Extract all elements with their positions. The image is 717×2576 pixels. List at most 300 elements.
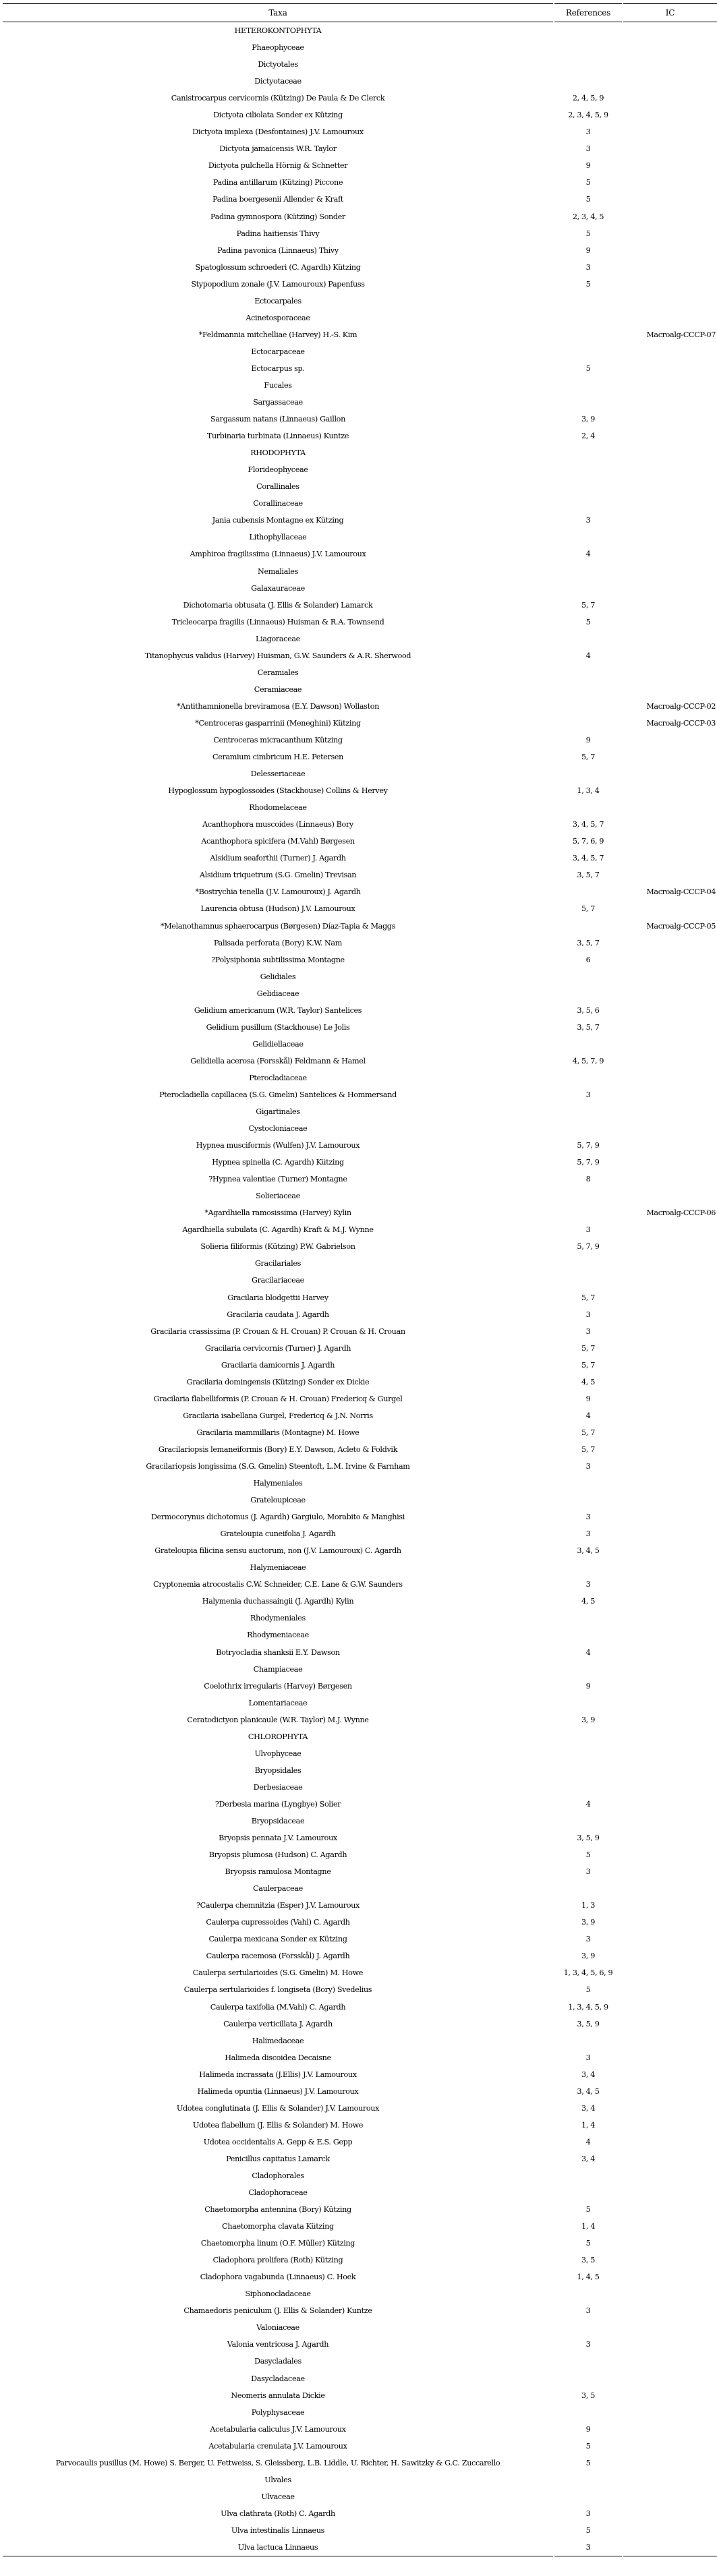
- taxon-cell: Udotea occidentalis A. Gepp & E.S. Gepp: [203, 2137, 353, 2146]
- taxon-cell: Halymeniaceae: [250, 1563, 306, 1573]
- taxon-cell: Caulerpa taxifolia (M.Vahl) C. Agardh: [210, 2002, 346, 2012]
- references-cell: 5: [585, 279, 591, 289]
- ic-cell: [623, 1019, 717, 1036]
- taxon-cell: Ulva lactuca Linnaeus: [3, 2539, 553, 2556]
- ic-cell: [623, 1948, 717, 1964]
- references-cell: [554, 580, 622, 597]
- references-cell: 3: [585, 2509, 591, 2518]
- table-row: [3, 1627, 717, 1643]
- ic-cell: [623, 647, 717, 664]
- references-cell: 9: [585, 245, 591, 255]
- table-row: [3, 1711, 717, 1728]
- taxon-cell: Gigartinales: [256, 1107, 300, 1117]
- taxon-cell: Ulvales: [264, 2475, 291, 2484]
- taxon-cell: Ulvophyceae: [254, 1749, 302, 1758]
- taxon-cell: Corallinaceae: [253, 499, 303, 508]
- table-row: [3, 2016, 717, 2032]
- ic-cell: [623, 2252, 717, 2268]
- ic-cell: [623, 242, 717, 259]
- table-row: [3, 1644, 717, 1661]
- references-cell: [554, 631, 622, 647]
- references-cell: 3, 9: [581, 1952, 595, 1961]
- references-cell: 5: [585, 1850, 591, 1860]
- table-row: [3, 107, 717, 123]
- taxon-cell: Gracilaria isabellana Gurgel, Fredericq & J.N. Norris: [183, 1411, 373, 1420]
- references-cell: [554, 1728, 622, 1745]
- taxon-cell: Cryptonemia atrocostalis C.W. Schneider, C.E. Lane & G.W. Saunders: [153, 1580, 403, 1589]
- references-cell: [554, 1779, 622, 1796]
- taxon-cell: Hypoglossum hypoglossoides (Stackhouse) Collins & Hervey: [168, 786, 388, 796]
- references-cell: 9: [585, 161, 591, 171]
- ic-cell: [623, 428, 717, 444]
- table-row: [3, 2235, 717, 2252]
- table-row: [3, 2404, 717, 2421]
- references-cell: [554, 2167, 622, 2184]
- ic-cell: [623, 310, 717, 326]
- ic-cell: [623, 377, 717, 394]
- taxon-cell: Gracilaria cervicornis (Turner) J. Agardh: [204, 1343, 351, 1353]
- taxon-cell: Gracilaria flabelliformis (P. Crouan & H. Crouan) Fredericq & Gurgel: [153, 1394, 403, 1403]
- table-row: [3, 2302, 717, 2319]
- ic-cell: [623, 1998, 717, 2015]
- taxon-cell: Gracilaria domingensis (Kützing) Sonder ex Dickie: [186, 1377, 370, 1386]
- header-taxa: Taxa: [3, 3, 553, 22]
- ic-cell: [623, 1695, 717, 1711]
- ic-cell: [623, 1070, 717, 1086]
- references-cell: [554, 56, 622, 73]
- table-row: [3, 1188, 717, 1204]
- ic-cell: [623, 2184, 717, 2201]
- table-row: [3, 2167, 717, 2184]
- taxon-cell: Dichotomaria obtusata (J. Ellis & Solander) Lamarck: [183, 600, 373, 610]
- ic-cell: [623, 1036, 717, 1053]
- table-row: [3, 2336, 717, 2353]
- ic-cell: [623, 732, 717, 749]
- table-row: [3, 2049, 717, 2066]
- ic-cell: [623, 1745, 717, 1762]
- table-body: [3, 22, 717, 2556]
- references-cell: 5, 7: [581, 1293, 595, 1302]
- ic-cell: [623, 1171, 717, 1188]
- references-cell: 3, 5, 9: [577, 1834, 600, 1843]
- taxon-cell: Dasycladales: [254, 2357, 302, 2366]
- references-cell: 3, 9: [581, 1918, 595, 1927]
- ic-cell: [623, 394, 717, 411]
- references-cell: [554, 444, 622, 461]
- references-cell: [554, 698, 622, 715]
- taxon-cell: Corallinales: [256, 482, 299, 492]
- ic-cell: [623, 782, 717, 799]
- taxon-cell: CHLOROPHYTA: [248, 1732, 308, 1741]
- references-cell: 3, 4: [581, 2154, 595, 2163]
- taxon-cell: Padina boergesenii Allender & Kraft: [212, 195, 343, 204]
- ic-cell: [623, 1542, 717, 1559]
- references-cell: 1, 4, 5: [577, 2273, 600, 2282]
- references-cell: 3, 4, 5: [577, 2086, 600, 2096]
- ic-cell: [623, 2539, 717, 2556]
- references-cell: 6: [585, 955, 591, 964]
- ic-cell: [623, 563, 717, 580]
- ic-cell: [623, 1711, 717, 1728]
- references-cell: 4: [585, 1799, 591, 1809]
- ic-cell: Macroalg-CCCP-03: [646, 718, 716, 728]
- table-row: [3, 1661, 717, 1678]
- taxon-cell: Padina antillarum (Kützing) Piccone: [212, 178, 343, 187]
- references-cell: [554, 799, 622, 816]
- table-row: [3, 293, 717, 310]
- references-cell: [554, 2285, 622, 2302]
- table-row: [3, 1559, 717, 1576]
- ic-cell: [623, 765, 717, 782]
- taxon-cell: Cystocloniaceae: [248, 1124, 308, 1134]
- ic-cell: [623, 529, 717, 546]
- ic-cell: [623, 1374, 717, 1391]
- references-cell: 2, 3, 4, 5: [572, 212, 604, 221]
- references-cell: 4, 5: [581, 1597, 595, 1606]
- taxon-cell: Gracilariales: [254, 1259, 302, 1268]
- ic-cell: [623, 191, 717, 208]
- table-row: [3, 377, 717, 394]
- references-cell: 3: [585, 1867, 591, 1877]
- taxon-cell: *Agardhiella ramosissima (Harvey) Kylin: [204, 1208, 351, 1218]
- table-row: [3, 2252, 717, 2268]
- ic-cell: [623, 1154, 717, 1171]
- table-row: [3, 1120, 717, 1137]
- ic-cell: [623, 22, 717, 39]
- ic-cell: Macroalg-CCCP-05: [646, 921, 716, 931]
- references-cell: [554, 1204, 622, 1221]
- table-row: [3, 935, 717, 952]
- taxon-cell: Ceramiales: [257, 668, 299, 677]
- references-cell: [554, 2319, 622, 2336]
- references-cell: 3: [585, 1529, 591, 1539]
- ic-cell: [623, 952, 717, 968]
- table-row: [3, 900, 717, 917]
- taxon-cell: Siphonocladaceae: [245, 2289, 311, 2299]
- table-row: [3, 191, 717, 208]
- references-cell: [554, 1695, 622, 1711]
- taxon-cell: Hypnea spinella (C. Agardh) Kützing: [212, 1158, 344, 1167]
- taxon-cell: Padina pavonica (Linnaeus) Thivy: [217, 245, 339, 255]
- table-row: [3, 22, 717, 39]
- references-cell: 5: [585, 363, 591, 373]
- ic-cell: [623, 123, 717, 140]
- taxon-cell: *Melanothamnus sphaerocarpus (Børgesen) Díaz-Tapia & Maggs: [160, 921, 396, 931]
- table-row: [3, 1981, 717, 1998]
- table-row: [3, 614, 717, 631]
- taxon-cell: Derbesiaceae: [253, 1782, 303, 1792]
- references-cell: [554, 917, 622, 934]
- references-cell: 3, 9: [581, 415, 595, 424]
- references-cell: [554, 985, 622, 1002]
- references-cell: 3: [585, 1580, 591, 1589]
- taxon-cell: Caulerpa sertularioides f. longiseta (Bory) Svedelius: [183, 1985, 372, 1995]
- ic-cell: [623, 1779, 717, 1796]
- taxon-cell: Ectocarpus sp.: [251, 363, 305, 373]
- table-row: [3, 732, 717, 749]
- references-cell: [554, 1813, 622, 1829]
- references-cell: 3, 4: [581, 2103, 595, 2113]
- references-cell: 3: [585, 2053, 591, 2062]
- ic-cell: [623, 157, 717, 174]
- ic-cell: [623, 1931, 717, 1948]
- references-cell: 5: [585, 2239, 591, 2248]
- table-row: [3, 1914, 717, 1931]
- references-cell: 3: [554, 2539, 622, 2556]
- taxon-cell: Amphiroa fragilissima (Linnaeus) J.V. Lamouroux: [190, 550, 366, 559]
- references-cell: 5: [585, 229, 591, 238]
- ic-cell: [623, 1627, 717, 1643]
- taxon-cell: Dictyota pulchella Hörnig & Schnetter: [208, 161, 348, 171]
- table-row: [3, 1391, 717, 1407]
- references-cell: [554, 715, 622, 732]
- ic-cell: [623, 2488, 717, 2505]
- ic-cell: [623, 2049, 717, 2066]
- taxon-cell: ?Caulerpa chemnitzia (Esper) J.V. Lamouroux: [196, 1901, 360, 1910]
- references-cell: 3, 5, 7: [577, 1022, 600, 1032]
- references-cell: [554, 343, 622, 360]
- taxon-cell: Champiaceae: [253, 1664, 303, 1674]
- table-row: [3, 2471, 717, 2488]
- table-row: [3, 174, 717, 191]
- ic-cell: [623, 1103, 717, 1120]
- taxon-cell: Chamaedoris peniculum (J. Ellis & Solander) Kuntze: [183, 2306, 372, 2316]
- references-cell: 3: [585, 127, 591, 137]
- table-row: [3, 2117, 717, 2134]
- table-row: [3, 1019, 717, 1036]
- table-row: [3, 1374, 717, 1391]
- references-cell: 1, 3, 4, 5, 6, 9: [563, 1968, 613, 1978]
- references-cell: 5, 7: [581, 904, 595, 914]
- ic-cell: [623, 1238, 717, 1255]
- ic-cell: [623, 360, 717, 377]
- references-cell: [554, 394, 622, 411]
- references-cell: 9: [585, 2424, 591, 2434]
- table-row: [3, 529, 717, 546]
- ic-cell: [623, 1813, 717, 1829]
- references-cell: 5: [585, 195, 591, 204]
- taxon-cell: Cladophorales: [252, 2171, 304, 2180]
- table-row: [3, 73, 717, 90]
- references-cell: [554, 1036, 622, 1053]
- ic-cell: [623, 1897, 717, 1914]
- references-cell: [554, 1120, 622, 1137]
- references-cell: 5: [585, 2441, 591, 2451]
- taxon-cell: Caulerpa racemosa (Forsskål) J. Agardh: [206, 1952, 350, 1961]
- references-cell: 3, 5, 7: [577, 938, 600, 947]
- taxa-table: [1, 3, 717, 2556]
- table-row: [3, 2218, 717, 2235]
- taxon-cell: Valoniaceae: [256, 2323, 299, 2333]
- table-row: [3, 1745, 717, 1762]
- taxon-cell: Halymenia duchassaingii (J. Agardh) Kylin: [202, 1597, 354, 1606]
- table-header: [3, 3, 717, 22]
- table-row: [3, 1002, 717, 1019]
- ic-cell: [623, 1610, 717, 1627]
- table-row: [3, 2032, 717, 2049]
- ic-cell: [623, 1424, 717, 1441]
- references-cell: [554, 1188, 622, 1204]
- taxon-cell: Hypnea musciformis (Wulfen) J.V. Lamouroux: [196, 1141, 360, 1150]
- taxon-cell: Gelidium pusillum (Stackhouse) Le Jolis: [206, 1022, 350, 1032]
- taxon-cell: Gelidiaceae: [256, 989, 299, 998]
- ic-cell: [623, 799, 717, 816]
- table-row: [3, 1070, 717, 1086]
- references-cell: [554, 478, 622, 495]
- ic-cell: [623, 2404, 717, 2421]
- ic-cell: [623, 1509, 717, 1525]
- table-row: [3, 1863, 717, 1880]
- ic-cell: [623, 2387, 717, 2404]
- table-row: [3, 1171, 717, 1188]
- table-row: [3, 765, 717, 782]
- ic-cell: [623, 2235, 717, 2252]
- ic-cell: [623, 1863, 717, 1880]
- ic-cell: [623, 1255, 717, 1272]
- ic-cell: [623, 2471, 717, 2488]
- ic-cell: Macroalg-CCCP-04: [646, 887, 716, 897]
- table-row: [3, 461, 717, 478]
- references-cell: 1, 3: [581, 1901, 595, 1910]
- table-row: [3, 1779, 717, 1796]
- taxon-cell: Rhodymeniaceae: [247, 1631, 309, 1640]
- taxon-cell: ?Polysiphonia subtilissima Montagne: [211, 955, 345, 964]
- table-row: [3, 1407, 717, 1424]
- references-cell: 3: [585, 1935, 591, 1944]
- taxon-cell: Gelidiella acerosa (Forsskål) Feldmann & Hamel: [190, 1056, 366, 1065]
- table-row: [3, 1306, 717, 1323]
- references-cell: [554, 1745, 622, 1762]
- taxon-cell: Bryopsis pennata J.V. Lamouroux: [219, 1834, 337, 1843]
- taxon-cell: Neomeris annulata Dickie: [231, 2391, 325, 2400]
- ic-cell: [623, 259, 717, 276]
- ic-cell: [623, 478, 717, 495]
- taxon-cell: Caulerpa cupressoides (Vahl) C. Agardh: [206, 1918, 350, 1927]
- references-cell: 3, 4, 5, 7: [572, 820, 604, 829]
- taxon-cell: Ceramium cimbricum H.E. Petersen: [212, 753, 343, 762]
- ic-cell: [623, 1593, 717, 1610]
- ic-cell: [623, 1407, 717, 1424]
- table-row: [3, 1678, 717, 1695]
- references-cell: [554, 1559, 622, 1576]
- taxon-cell: Canistrocarpus cervicornis (Kützing) De Paula & De Clerck: [171, 94, 385, 103]
- table-row: [3, 968, 717, 985]
- taxon-cell: ?Derbesia marina (Lyngbye) Solier: [214, 1799, 341, 1809]
- ic-cell: [623, 2505, 717, 2522]
- references-cell: 8: [585, 1175, 591, 1184]
- taxon-cell: Palisada perforata (Bory) K.W. Nam: [213, 938, 343, 947]
- references-cell: 5, 7, 6, 9: [572, 837, 604, 846]
- taxon-cell: Titanophycus validus (Harvey) Huisman, G.W. Saunders & A.R. Sherwood: [144, 651, 411, 660]
- ic-cell: [623, 1053, 717, 1070]
- ic-cell: [623, 546, 717, 562]
- ic-cell: [623, 56, 717, 73]
- taxon-cell: Gracilaria blodgettii Harvey: [227, 1293, 328, 1302]
- ic-cell: [623, 1728, 717, 1745]
- ic-cell: [623, 1492, 717, 1509]
- taxon-cell: Gracilariaceae: [252, 1276, 304, 1285]
- ic-cell: [623, 749, 717, 765]
- ic-cell: [623, 343, 717, 360]
- references-cell: 4: [585, 550, 591, 559]
- ic-cell: [623, 1475, 717, 1492]
- taxon-cell: Bryopsidaceae: [251, 1816, 305, 1825]
- references-cell: 5, 7, 9: [577, 1242, 600, 1252]
- taxon-cell: Ulvaceae: [261, 2492, 295, 2501]
- taxon-cell: Gracilariopsis lemaneiformis (Bory) E.Y. Dawson, Acleto & Foldvik: [158, 1444, 398, 1454]
- references-cell: 4: [585, 2137, 591, 2146]
- taxon-cell: Dictyota jamaicensis W.R. Taylor: [219, 144, 337, 154]
- references-cell: 3, 4, 5: [577, 1546, 600, 1556]
- references-cell: 3, 4, 5, 7: [572, 854, 604, 863]
- ic-cell: [623, 833, 717, 850]
- taxon-cell: Bryopsis plumosa (Hudson) C. Agardh: [208, 1850, 347, 1860]
- table-row: [3, 985, 717, 1002]
- ic-cell: [623, 2016, 717, 2032]
- ic-cell: Macroalg-CCCP-02: [646, 701, 716, 711]
- table-row: [3, 2455, 717, 2471]
- table-row: [3, 1492, 717, 1509]
- taxon-cell: Sargassaceae: [253, 398, 303, 407]
- table-row: [3, 782, 717, 799]
- references-cell: 3, 5, 7: [577, 871, 600, 880]
- taxon-cell: Halymeniales: [253, 1479, 303, 1488]
- taxon-cell: Caulerpa mexicana Sonder ex Kützing: [208, 1935, 347, 1944]
- references-cell: 3, 4: [581, 2070, 595, 2079]
- references-cell: [554, 1661, 622, 1678]
- table-row: [3, 715, 717, 732]
- taxon-cell: Dasycladaceae: [251, 2374, 305, 2383]
- taxon-cell: Coelothrix irregularis (Harvey) Børgesen: [204, 1681, 352, 1691]
- ic-cell: [623, 1644, 717, 1661]
- ic-cell: [623, 225, 717, 242]
- references-cell: 4: [585, 651, 591, 660]
- table-row: [3, 259, 717, 276]
- ic-cell: [623, 2370, 717, 2387]
- ic-cell: [623, 2455, 717, 2471]
- table-row: [3, 225, 717, 242]
- taxon-cell: Gelidium americanum (W.R. Taylor) Santelices: [194, 1005, 362, 1015]
- references-cell: [554, 2488, 622, 2505]
- references-cell: [554, 1475, 622, 1492]
- references-cell: 3, 5, 6: [577, 1005, 600, 1015]
- taxon-cell: Delesseriaceae: [250, 769, 306, 779]
- table-row: [3, 816, 717, 833]
- taxon-cell: Halimeda discoidea Decaisne: [225, 2053, 331, 2062]
- references-cell: 1, 4: [581, 2222, 595, 2231]
- ic-cell: [623, 1796, 717, 1813]
- references-cell: 3, 5: [581, 2391, 595, 2400]
- taxon-cell: Grateloupiceae: [250, 1496, 306, 1505]
- table-row: [3, 2268, 717, 2285]
- table-row: [3, 1998, 717, 2015]
- taxon-cell: Chaetomorpha antennina (Bory) Kützing: [204, 2205, 351, 2215]
- taxon-cell: Pterocladiella capillacea (S.G. Gmelin) Santelices & Hommersand: [159, 1090, 397, 1099]
- ic-cell: [623, 1002, 717, 1019]
- ic-cell: [623, 1221, 717, 1238]
- taxon-cell: Turbinaria turbinata (Linnaeus) Kuntze: [206, 432, 349, 441]
- ic-cell: [623, 2218, 717, 2235]
- references-cell: [554, 968, 622, 985]
- table-row: [3, 90, 717, 107]
- table-row: [3, 1948, 717, 1964]
- references-cell: 3: [585, 2306, 591, 2316]
- taxon-cell: HETEROKONTOPHYTA: [234, 26, 322, 36]
- taxon-cell: Dermocorynus dichotomus (J. Agardh) Gargiulo, Morabito & Manghisi: [150, 1513, 405, 1522]
- references-cell: 4, 5: [581, 1377, 595, 1386]
- ic-cell: [623, 140, 717, 157]
- table-row: [3, 2488, 717, 2505]
